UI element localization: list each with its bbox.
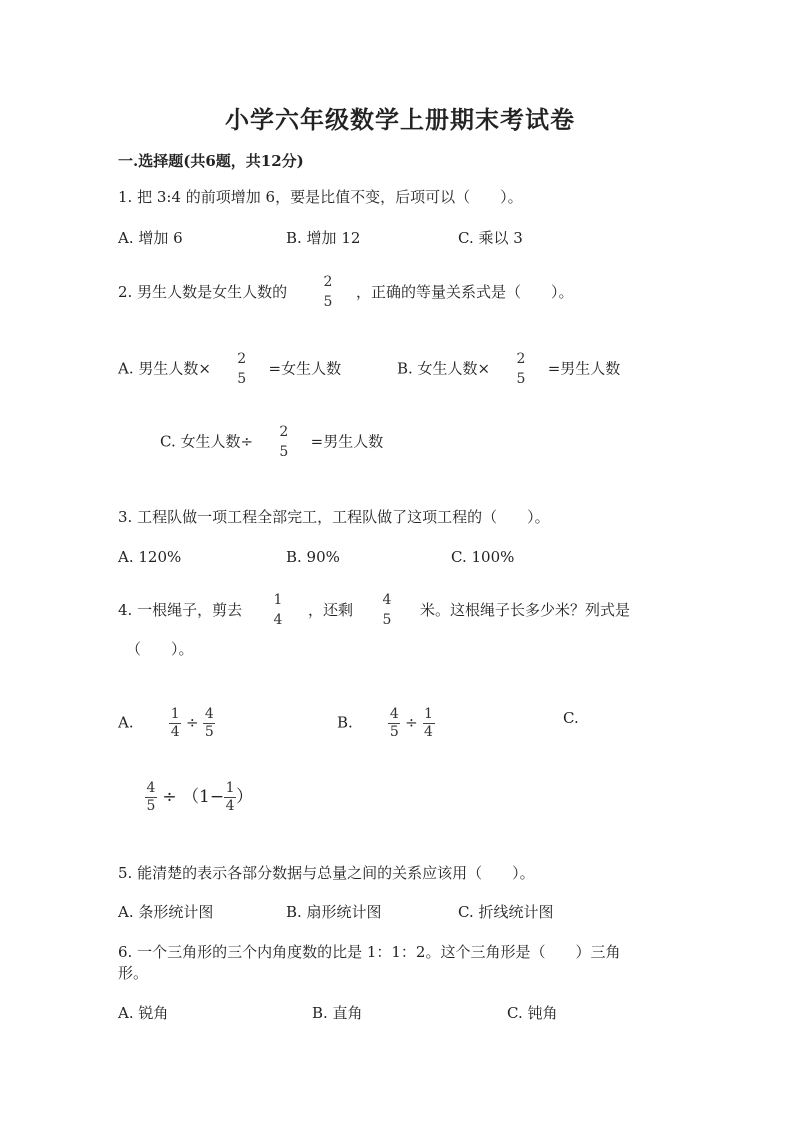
- question-5-option-a[interactable]: A. 条形统计图: [118, 903, 214, 921]
- fraction-denominator: 5: [323, 294, 333, 310]
- question-5-option-c[interactable]: C. 折线统计图: [458, 903, 554, 921]
- question-2-stem-end: ，正确的等量关系式是（ ）。: [356, 283, 574, 301]
- question-4-option-b[interactable]: [337, 707, 435, 740]
- option-a-label: A.: [118, 713, 134, 732]
- option-a-suffix: =女生人数: [268, 359, 342, 378]
- question-2-option-b[interactable]: [397, 352, 620, 387]
- left-paren-expression: （1−: [182, 787, 225, 807]
- question-1-option-a[interactable]: A. 增加 6: [118, 229, 183, 247]
- question-3-stem: 3. 工程队做一项工程全部完工，工程队做了这项工程的（ ）。: [118, 508, 550, 526]
- question-6-option-c[interactable]: C. 钝角: [507, 1004, 558, 1022]
- fraction-numerator: 4: [389, 706, 399, 722]
- fraction-denominator: 5: [146, 798, 156, 814]
- option-a-prefix: A. 男生人数×: [118, 359, 211, 378]
- question-2-stem-start: 2. 男生人数是女生人数的: [118, 283, 288, 301]
- fraction-denominator: 5: [382, 612, 392, 628]
- fraction-denominator: 4: [424, 724, 433, 740]
- option-b-prefix: B. 女生人数×: [397, 359, 491, 378]
- question-4-fraction-2: [381, 593, 393, 628]
- division-sign: ÷: [162, 787, 177, 807]
- fraction-numerator: 2: [516, 351, 526, 367]
- fraction-denominator: 5: [237, 371, 247, 387]
- fraction-denominator: 5: [204, 724, 214, 740]
- fraction-numerator: 4: [204, 706, 214, 722]
- question-4-option-c-expression[interactable]: [145, 781, 253, 814]
- question-6-stem-line-2: 形。: [118, 964, 149, 982]
- fraction-denominator: 5: [516, 371, 526, 387]
- question-2-fraction: [322, 275, 334, 310]
- fraction-numerator: 1: [273, 592, 283, 608]
- fraction-denominator: 4: [170, 724, 180, 740]
- question-6-stem-line-1: 6. 一个三角形的三个内角度数的比是 1：1：2。这个三角形是（ ）三角: [118, 943, 621, 961]
- question-4-stem-middle: ，还剩: [308, 601, 354, 619]
- question-4-fraction-1: [272, 593, 284, 628]
- right-paren: ）: [236, 787, 254, 807]
- fraction-numerator: 2: [323, 274, 333, 290]
- question-4-stem-line-2: （ ）。: [126, 640, 194, 658]
- option-b-label: B.: [337, 713, 353, 732]
- fraction-denominator: 5: [389, 724, 399, 740]
- option-c-suffix: =男生人数: [310, 432, 384, 451]
- fraction-numerator: 4: [382, 592, 392, 608]
- fraction-denominator: 5: [279, 444, 289, 460]
- section-heading: 一.选择题(共6题，共12分): [118, 152, 304, 170]
- question-3-option-c[interactable]: C. 100%: [451, 548, 515, 566]
- question-5-option-b[interactable]: B. 扇形统计图: [286, 903, 382, 921]
- page-title: 小学六年级数学上册期末考试卷: [225, 105, 575, 134]
- division-sign: ÷: [185, 713, 199, 732]
- question-4-stem-end: 米。这根绳子长多少米？列式是: [420, 601, 631, 619]
- question-5-stem: 5. 能清楚的表示各部分数据与总量之间的关系应该用（ ）。: [118, 864, 535, 882]
- question-2-option-c[interactable]: [160, 425, 383, 460]
- question-4-option-c-label[interactable]: C.: [563, 709, 579, 727]
- question-4-stem-start: 4. 一根绳子，剪去: [118, 601, 243, 619]
- fraction-denominator: 4: [225, 798, 235, 814]
- fraction-numerator: 1: [225, 780, 235, 796]
- option-c-prefix: C. 女生人数÷: [160, 432, 254, 451]
- option-b-suffix: =男生人数: [547, 359, 621, 378]
- question-1-option-b[interactable]: B. 增加 12: [286, 229, 361, 247]
- question-3-option-b[interactable]: B. 90%: [286, 548, 340, 566]
- division-sign: ÷: [405, 713, 418, 732]
- fraction-numerator: 2: [279, 424, 289, 440]
- fraction-numerator: 1: [424, 706, 433, 722]
- fraction-numerator: 4: [146, 780, 156, 796]
- question-1-stem: 1. 把 3:4 的前项增加 6，要是比值不变，后项可以（ ）。: [118, 188, 523, 206]
- question-6-option-b[interactable]: B. 直角: [312, 1004, 363, 1022]
- question-4-option-a[interactable]: [118, 707, 215, 740]
- question-3-option-a[interactable]: A. 120%: [118, 548, 182, 566]
- question-2-option-a[interactable]: [118, 352, 341, 387]
- fraction-numerator: 2: [237, 351, 247, 367]
- fraction-denominator: 4: [273, 612, 283, 628]
- fraction-numerator: 1: [170, 706, 180, 722]
- question-1-option-c[interactable]: C. 乘以 3: [458, 229, 523, 247]
- question-6-option-a[interactable]: A. 锐角: [118, 1004, 169, 1022]
